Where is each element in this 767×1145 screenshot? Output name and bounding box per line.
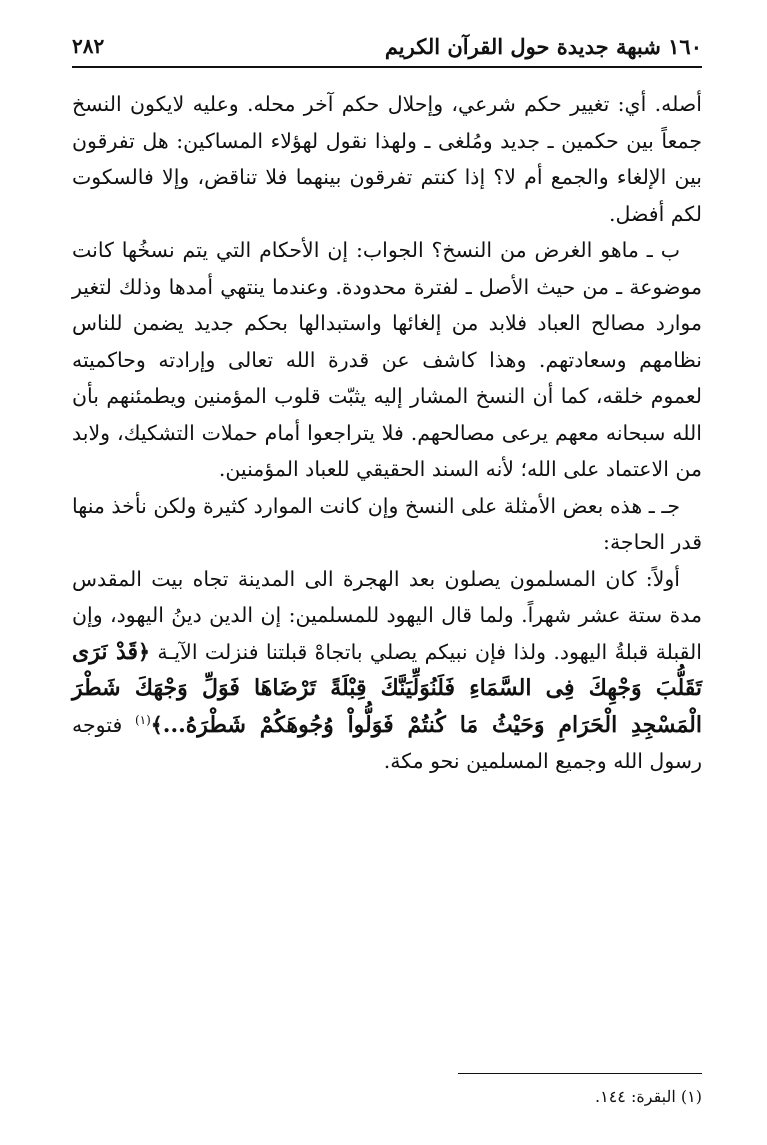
- page-header: [72, 28, 702, 64]
- footnote-rule: [458, 1073, 702, 1074]
- paragraph-3: جـ ـ هذه بعض الأمثلة على النسخ وإن كانت الموارد كثيرة ولكن نأخذ منها قدر الحاجة:: [72, 493, 702, 554]
- quran-brace-close: ﴾: [150, 712, 163, 737]
- footnote: (١) البقرة: ١٤٤.: [595, 1087, 702, 1106]
- body-text: [72, 86, 702, 780]
- header-rule: [72, 66, 702, 68]
- running-title: ١٦٠ شبهة جديدة حول القرآن الكريم: [384, 33, 702, 59]
- quran-verse: قَدْ نَرَى تَقَلُّبَ وَجْهِكَ فِى السَّمَاءِ فَلَنُوَلِّيَنَّكَ قِبْلَةً تَرْضَاهَا فَوَلِّ وَجْهَكَ شَطْرَ الْمَسْجِدِ الْحَرَامِ وَحَيْثُ مَا كُنتُمْ فَوَلُّواْ وُجُوهَكُمْ شَطْرَهُ...: [72, 638, 702, 738]
- quran-brace-open: ﴿: [138, 639, 151, 664]
- paragraph-4: [72, 561, 702, 780]
- paragraph-4-outro: فتوجه رسول الله وجميع المسلمين نحو مكة.: [72, 712, 702, 773]
- paragraph-1: أصله. أي: تغيير حكم شرعي، وإحلال حكم آخر محله. وعليه لايكون النسخ جمعاً بين حكمين ـ جديد ومُلغى ـ ولهذا نقول لهؤلاء المساكين: هل تفرقون بين الإلغاء والجمع أم لا؟ إذا كنتم تفرقون بينهما فلا تناقض، وإلا فالسكوت لكم أفضل.: [72, 92, 702, 226]
- footnote-reference[interactable]: (١): [134, 712, 151, 727]
- page-number: ٢٨٢: [72, 34, 105, 58]
- paragraph-2: ب ـ ماهو الغرض من النسخ؟ الجواب: إن الأحكام التي يتم نسخُها كانت موضوعة ـ من حيث الأصل ـ لفترة محدودة. وعندما ينتهي أمدها وذلك لتغير موارد مصالح العباد فلابد من إلغائها واستبدالها بحكم جديد يضمن للناس نظامهم وسعادتهم. وهذا كاشف عن قدرة الله تعالى وإرادته وحاكميته لعموم خلقه، كما أن النسخ المشار إليه يثبّت قلوب المؤمنين ويطمئنهم بأن الله سبحانه معهم يرعى مصالحهم. فلا يتراجعوا أمام حملات التشكيك، ولابد من الاعتماد على الله؛ لأنه السند الحقيقي للعباد المؤمنين.: [72, 238, 702, 481]
- paragraph-4-intro: أولاً: كان المسلمون يصلون بعد الهجرة الى المدينة تجاه بيت المقدس مدة ستة عشر شهراً. ولما قال اليهود للمسلمين: إن الدين دينُ اليهود، وإن القبلة قبلةُ اليهود. ولذا فإن نبيكم يصلي باتجاهْ قبلتنا فنزلت الآيـة: [72, 566, 702, 664]
